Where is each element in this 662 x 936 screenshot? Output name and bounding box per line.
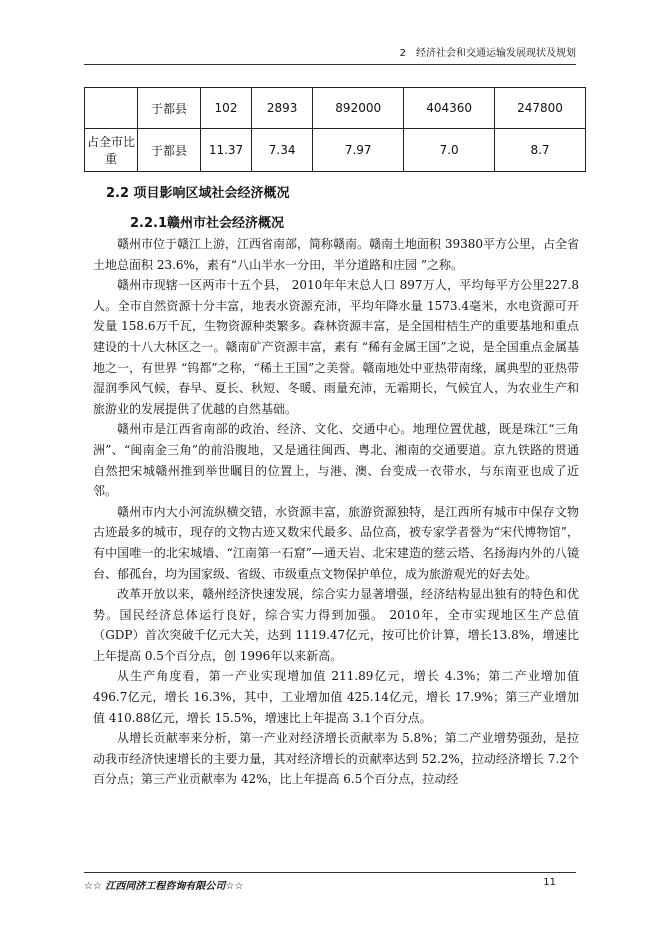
table-cell: 8.7	[495, 129, 586, 172]
paragraph: 赣州市现辖一区两市十五个县， 2010年年末总人口 897万人，平均每平方公里227.8人。全市自然资源十分丰富，地表水资源充沛，平均年降水量 1573.4毫米，水电资源可开发量 158.6万千瓦，生物资源种类繁多。森林资源丰富，是全国柑桔生产的重要基地和重点建设的十八大林区之一。赣南矿产资源丰富，素有 “稀有金属王国”之说，是全国重点金属基地之一，有世界 “钨都”之称，“稀土王国”之美誉。赣南地处中亚热带南缘，属典型的亚热带湿润季风气候，春早、夏长、秋短、冬暖、雨量充沛，无霜期长，气候宜人，为农业生产和旅游业的发展提供了优越的自然基础。	[93, 278, 579, 416]
table-cell: 7.0	[404, 129, 495, 172]
paragraph: 从增长贡献率来分析，第一产业对经济增长贡献率为 5.8%；第二产业增势强劲，是拉动我市经济快速增长的主要力量，其对经济增长的贡献率达到 52.2%，拉动经济增长 7.2个百分点；第三产业贡献率为 42%，比上年提高 6.5个百分点，拉动经	[93, 731, 579, 787]
section-heading-2-2: 2.2 项目影响区域社会经济概况	[106, 186, 290, 201]
table-row	[85, 129, 586, 172]
paragraph: 赣州市内大小河流纵横交错，水资源丰富，旅游资源独特，是江西所有城市中保存文物古迹最多的城市，现存的文物古迹又数宋代最多、品位高，被专家学者誉为“宋代博物馆”，有中国唯一的北宋城墙、“江南第一石窟”—通天岩、北宋建造的慈云塔、名扬海内外的八镜台、郁孤台，均为国家级、省级、市级重点文物保护单位，成为旅游观光的好去处。	[93, 504, 579, 581]
company-name: ☆☆ 江西同济工程咨询有限公司☆☆	[84, 881, 244, 892]
paragraph: 改革开放以来，赣州经济快速发展，综合实力显著增强，经济结构显出独有的特色和优势。国民经济总体运行良好，综合实力得到加强。 2010年，全市实现地区生产总值（GDP）首次突破千亿元大关，达到 1119.47亿元，按可比价计算，增长13.8%，增速比上年提高 0.5个百分点，创 1996年以来新高。	[93, 587, 579, 663]
table-cell: 11.37	[201, 129, 252, 172]
paragraph: 赣州市位于赣江上游，江西省南部，简称赣南。赣南土地面积 39380平方公里，占全省土地总面积 23.6%，素有“八山半水一分田，半分道路和庄园 ”之称。	[93, 237, 579, 272]
page-number: 11	[543, 877, 556, 888]
page-header	[84, 44, 576, 65]
chapter-number: 2	[399, 48, 406, 59]
table-cell: 于都县	[138, 88, 201, 129]
table-cell: 7.97	[313, 129, 404, 172]
table-row	[85, 88, 586, 129]
paragraph: 从生产角度看，第一产业实现增加值 211.89亿元，增长 4.3%；第二产业增加值 496.7亿元，增长 16.3%，其中，工业增加值 425.14亿元，增长 17.9%；第三产业增加值 410.88亿元，增长 15.5%，增速比上年提高 3.1个百分点。	[93, 669, 579, 725]
section-heading-2-2-1: 2.2.1赣州市社会经济概况	[130, 216, 285, 231]
page-footer	[84, 872, 576, 892]
paragraph: 赣州市是江西省南部的政治、经济、文化、交通中心。地理位置优越，既是珠江“三角洲”、“闽南金三角”的前沿腹地，又是通往闽西、粤北、湘南的交通要道。京九铁路的贯通自然把宋城赣州推到举世瞩目的位置上，与港、澳、台变成一衣带水，与东南亚也成了近邻。	[93, 422, 579, 499]
table-cell: 7.34	[252, 129, 313, 172]
table-cell	[85, 88, 138, 129]
body-text	[93, 234, 579, 790]
table-cell: 102	[201, 88, 252, 129]
table-cell: 于都县	[138, 129, 201, 172]
table-cell: 892000	[313, 88, 404, 129]
table-cell: 247800	[495, 88, 586, 129]
chapter-title: 经济社会和交通运输发展现状及规划	[416, 48, 576, 59]
table-cell: 2893	[252, 88, 313, 129]
statistics-table	[84, 87, 586, 172]
table-cell: 占全市比重	[85, 129, 138, 172]
table-cell: 404360	[404, 88, 495, 129]
